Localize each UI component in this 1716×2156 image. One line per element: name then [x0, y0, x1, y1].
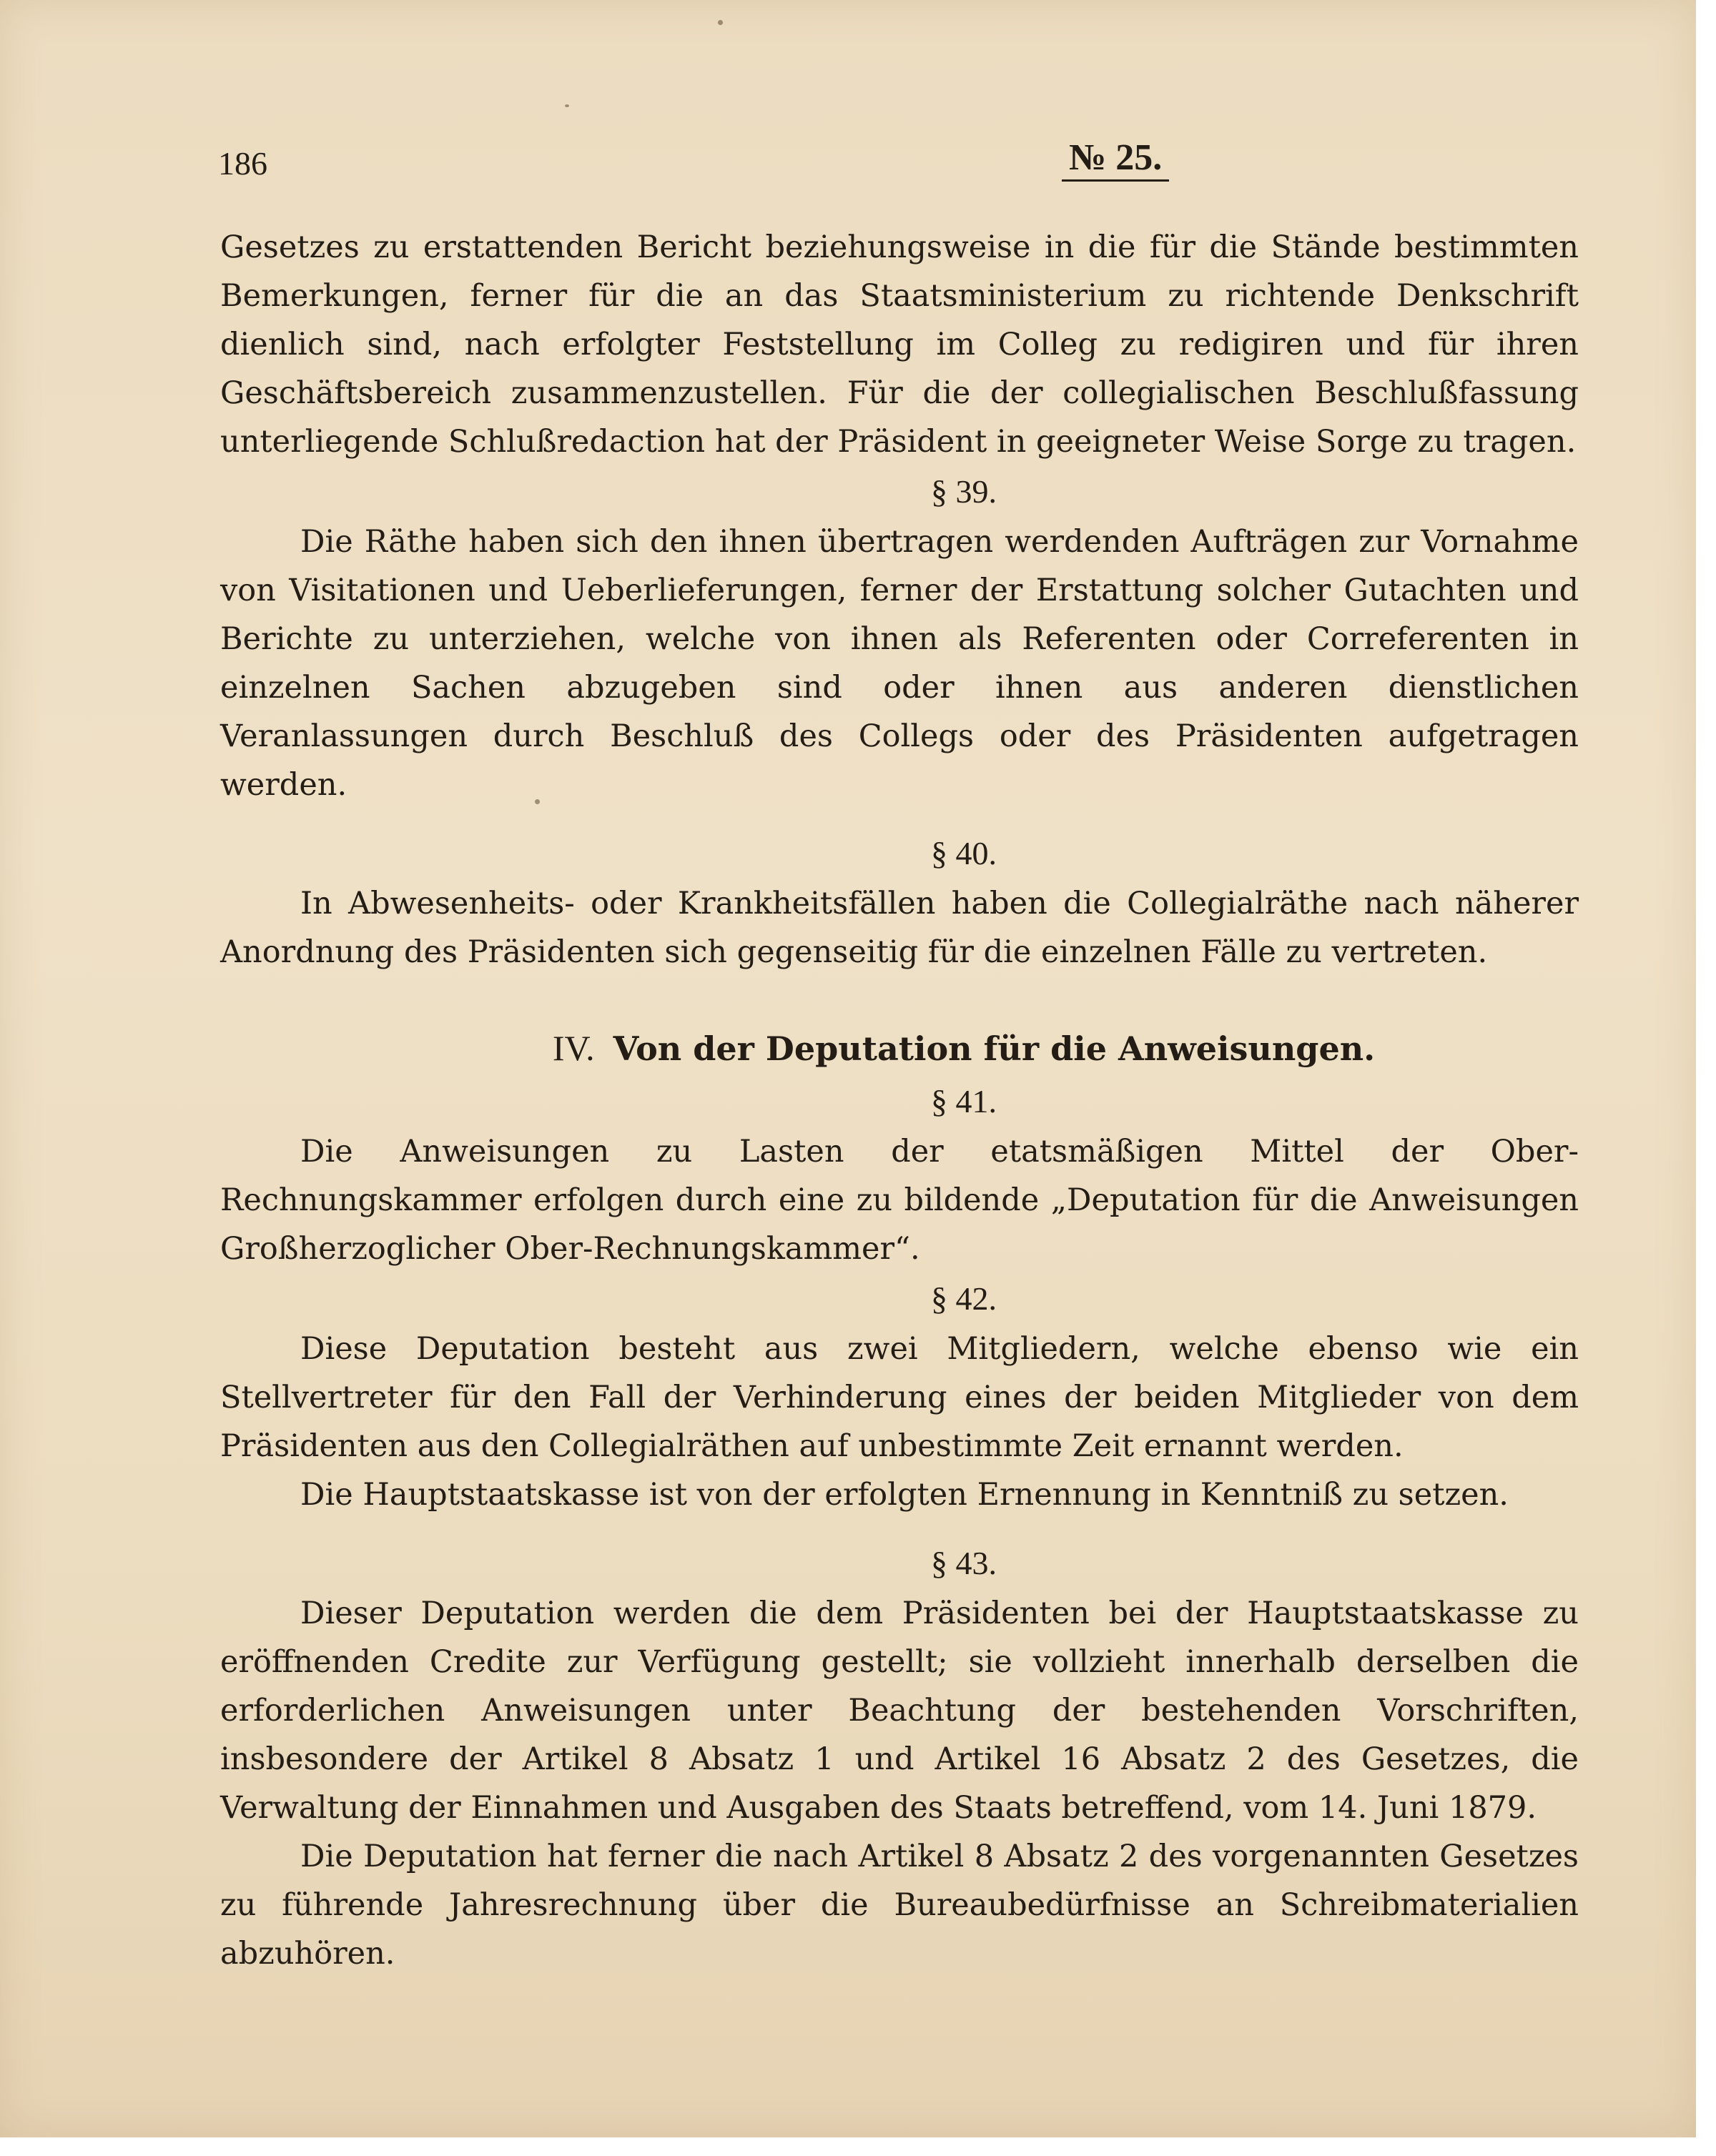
- document-body: [220, 223, 1579, 1978]
- issue-number: № 25.: [1062, 139, 1169, 182]
- intro-paragraph: Gesetzes zu erstattenden Bericht beziehungsweise in die für die Stände bestimmten Bemerkungen, ferner für die an das Staatsministerium zu richtende Denkschrift dienlich sind, nach erfolgter Feststellung im Colleg zu redigiren und für ihren Geschäftsbereich zusammenzustellen. Für die der collegialischen Beschlußfassung unterliegende Schlußredaction hat der Präsident in geeigneter Weise Sorge zu tragen.: [220, 229, 1579, 460]
- section-43-text-1: Dieser Deputation werden die dem Präsidenten bei der Hauptstaatskasse zu eröffnenden Credite zur Verfügung gestellt; sie vollzieht innerhalb derselben die erforderlichen Anweisungen unter Beachtung der bestehenden Vorschriften, insbesondere der Artikel 8 Absatz 1 und Artikel 16 Absatz 2 des Gesetzes, die Verwaltung der Einnahmen und Ausgaben des Staats betreffend, vom 14. Juni 1879.: [220, 1596, 1579, 1826]
- chapter-heading: [349, 1021, 1579, 1076]
- paper-speck: [565, 104, 569, 107]
- section-43-heading: § 43.: [931, 1545, 997, 1581]
- page-number: 186: [218, 145, 267, 182]
- page-header: [218, 134, 1577, 184]
- section-41-text: Die Anweisungen zu Lasten der etatsmäßigen Mittel der Ober-Rechnungskammer erfolgen durch eine zu bildende „Deputation für die Anweisungen Großherzoglicher Ober-Rechnungskammer“.: [220, 1134, 1579, 1267]
- section-42-heading: § 42.: [931, 1280, 997, 1317]
- section-40-heading: § 40.: [931, 835, 997, 871]
- section-42-text-1: Diese Deputation besteht aus zwei Mitgliedern, welche ebenso wie ein Stellvertreter für den Fall der Verhinderung eines der beiden Mitglieder von dem Präsidenten aus den Collegialräthen auf unbestimmte Zeit ernannt werden.: [220, 1331, 1579, 1464]
- paper-speck: [718, 20, 723, 25]
- section-39-text: Die Räthe haben sich den ihnen übertragen werdenden Aufträgen zur Vornahme von Visitationen und Ueberlieferungen, ferner der Erstattung solcher Gutachten und Berichte zu unterziehen, welche von ihnen als Referenten oder Correferenten in einzelnen Sachen abzugeben sind oder ihnen aus anderen dienstlichen Veranlassungen durch Beschluß des Collegs oder des Präsidenten aufgetragen werden.: [220, 524, 1579, 803]
- section-41-heading: § 41.: [931, 1083, 997, 1119]
- chapter-title: Von der Deputation für die Anweisungen.: [613, 1029, 1376, 1068]
- chapter-number: IV.: [552, 1028, 595, 1068]
- section-43-text-2: Die Deputation hat ferner die nach Artikel 8 Absatz 2 des vorgenannten Gesetzes zu führende Jahresrechnung über die Bureaubedürfnisse an Schreibmaterialien abzuhören.: [220, 1839, 1579, 1972]
- section-42-text-2: Die Hauptstaatskasse ist von der erfolgten Ernennung in Kenntniß zu setzen.: [300, 1477, 1509, 1513]
- section-40-text: In Abwesenheits- oder Krankheitsfällen haben die Collegialräthe nach näherer Anordnung des Präsidenten sich gegenseitig für die einzelnen Fälle zu vertreten.: [220, 886, 1579, 970]
- section-39-heading: § 39.: [931, 473, 997, 510]
